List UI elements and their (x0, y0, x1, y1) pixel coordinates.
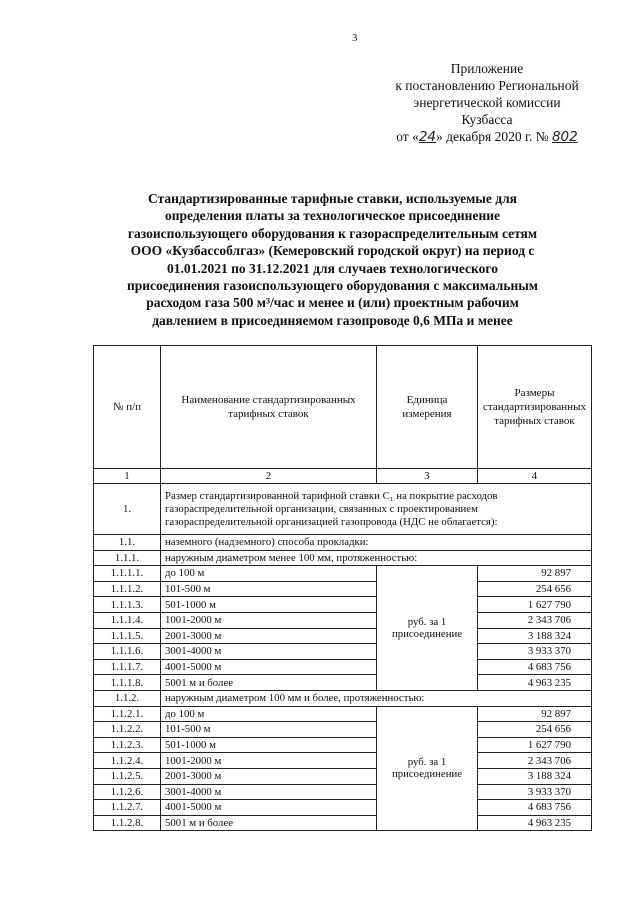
row-name: до 100 м (161, 566, 377, 582)
row-num: 1.1.2.2. (94, 722, 161, 738)
appendix-line-3: энергетической комиссии (413, 95, 561, 110)
unit-cell: руб. за 1 присоединение (377, 566, 478, 691)
row-value: 92 897 (478, 566, 592, 582)
row-name: 4001-5000 м (161, 659, 377, 675)
table-row (94, 644, 592, 660)
handwritten-number: 802 (551, 129, 578, 145)
title-line: расходом газа 500 м³/час и менее и (или) проектным рабочим (146, 295, 519, 311)
row-num: 1.1.2.3. (94, 737, 161, 753)
date-prefix: от « (396, 129, 419, 144)
group-row (94, 690, 592, 706)
row-num: 1.1.1.3. (94, 597, 161, 613)
row-name: 3001-4000 м (161, 784, 377, 800)
row-name: 1001-2000 м (161, 612, 377, 628)
group-num: 1.1.2. (94, 690, 161, 706)
row-name: 501-1000 м (161, 597, 377, 613)
header-num: № п/п (94, 346, 161, 469)
page-number: 3 (352, 32, 358, 44)
appendix-date-line (382, 128, 592, 146)
table-row (94, 737, 592, 753)
row-num: 1.1.2.4. (94, 753, 161, 769)
row-value: 1 627 790 (478, 737, 592, 753)
row-value: 1 627 790 (478, 597, 592, 613)
table-row (94, 768, 592, 784)
row-value: 92 897 (478, 706, 592, 722)
group-text: наружным диаметром 100 мм и более, протяженностью: (161, 690, 592, 706)
header-size: Размеры стандартизированных тарифных ставок (478, 346, 592, 469)
row-num: 1.1.2.1. (94, 706, 161, 722)
tariff-table (93, 345, 592, 831)
date-rest: » декабря 2020 г. № (436, 129, 552, 144)
col-number: 3 (377, 469, 478, 484)
table-row (94, 675, 592, 691)
row-value: 4 683 756 (478, 800, 592, 816)
row-num: 1.1.1.1. (94, 566, 161, 582)
row-name: 1001-2000 м (161, 753, 377, 769)
table-row (94, 800, 592, 816)
col-number: 1 (94, 469, 161, 484)
table-row (94, 566, 592, 582)
row-num: 1.1.2.6. (94, 784, 161, 800)
row-value: 2 343 706 (478, 612, 592, 628)
appendix-header (382, 60, 592, 146)
table-row (94, 815, 592, 831)
appendix-line-4: Кузбасса (461, 112, 513, 127)
row-value: 254 656 (478, 722, 592, 738)
row-num: 1.1.2.8. (94, 815, 161, 831)
table-row (94, 722, 592, 738)
row-value: 4 963 235 (478, 675, 592, 691)
row-name: 501-1000 м (161, 737, 377, 753)
title-line: 01.01.2021 по 31.12.2021 для случаев технологического (167, 260, 498, 276)
row-num: 1.1.1.2. (94, 581, 161, 597)
subsection-row (94, 535, 592, 551)
row-value: 2 343 706 (478, 753, 592, 769)
table-row (94, 597, 592, 613)
table-row (94, 659, 592, 675)
appendix-line-1: Приложение (450, 61, 524, 76)
row-value: 4 683 756 (478, 659, 592, 675)
row-value: 3 188 324 (478, 768, 592, 784)
row-name: 5001 м и более (161, 815, 377, 831)
row-name: 101-500 м (161, 581, 377, 597)
title-line: газоиспользующего оборудования к газораспределительным сетям (127, 225, 538, 241)
column-number-row (94, 469, 592, 484)
section-text: Размер стандартизированной тарифной ставки С₁ на покрытие расходов газораспределительной организации, связанных с проектированием газораспределительной организацией газопровода (НДС не облагается): (161, 484, 592, 535)
row-value: 3 188 324 (478, 628, 592, 644)
row-name: 3001-4000 м (161, 644, 377, 660)
row-name: 4001-5000 м (161, 800, 377, 816)
table-row (94, 706, 592, 722)
unit-cell: руб. за 1 присоединение (377, 706, 478, 831)
row-num: 1.1.2.5. (94, 768, 161, 784)
table-row (94, 628, 592, 644)
table-row (94, 784, 592, 800)
row-value: 3 933 370 (478, 644, 592, 660)
header-unit: Единица измерения (377, 346, 478, 469)
header-name: Наименование стандартизированных тарифных ставок (161, 346, 377, 469)
subsection-num: 1.1. (94, 535, 161, 551)
row-num: 1.1.1.4. (94, 612, 161, 628)
group-text: наружным диаметром менее 100 мм, протяженностью: (161, 550, 592, 566)
document-title (100, 190, 565, 329)
table-row (94, 581, 592, 597)
title-line: ООО «Кузбассоблгаз» (Кемеровский городской округ) на период с (130, 243, 535, 259)
row-num: 1.1.1.6. (94, 644, 161, 660)
title-line: давлением в присоединяемом газопроводе 0,6 МПа и менее (152, 312, 513, 328)
table-row (94, 612, 592, 628)
col-number: 4 (478, 469, 592, 484)
table-header-row (94, 346, 592, 469)
title-line: присоединения газоиспользующего оборудования с максимальным (126, 278, 538, 294)
table-row (94, 753, 592, 769)
group-row (94, 550, 592, 566)
row-name: 5001 м и более (161, 675, 377, 691)
appendix-line-2: к постановлению Региональной (395, 78, 579, 93)
row-value: 4 963 235 (478, 815, 592, 831)
title-line: Стандартизированные тарифные ставки, используемые для (148, 191, 517, 206)
section-num: 1. (94, 484, 161, 535)
row-value: 254 656 (478, 581, 592, 597)
row-name: 2001-3000 м (161, 768, 377, 784)
row-num: 1.1.2.7. (94, 800, 161, 816)
title-line: определения платы за технологическое присоединение (164, 208, 501, 224)
row-num: 1.1.1.8. (94, 675, 161, 691)
row-name: до 100 м (161, 706, 377, 722)
row-name: 101-500 м (161, 722, 377, 738)
row-num: 1.1.1.5. (94, 628, 161, 644)
col-number: 2 (161, 469, 377, 484)
row-value: 3 933 370 (478, 784, 592, 800)
row-num: 1.1.1.7. (94, 659, 161, 675)
handwritten-day: 24 (418, 129, 437, 145)
section-row (94, 484, 592, 535)
group-num: 1.1.1. (94, 550, 161, 566)
subsection-text: наземного (надземного) способа прокладки: (161, 535, 592, 551)
row-name: 2001-3000 м (161, 628, 377, 644)
